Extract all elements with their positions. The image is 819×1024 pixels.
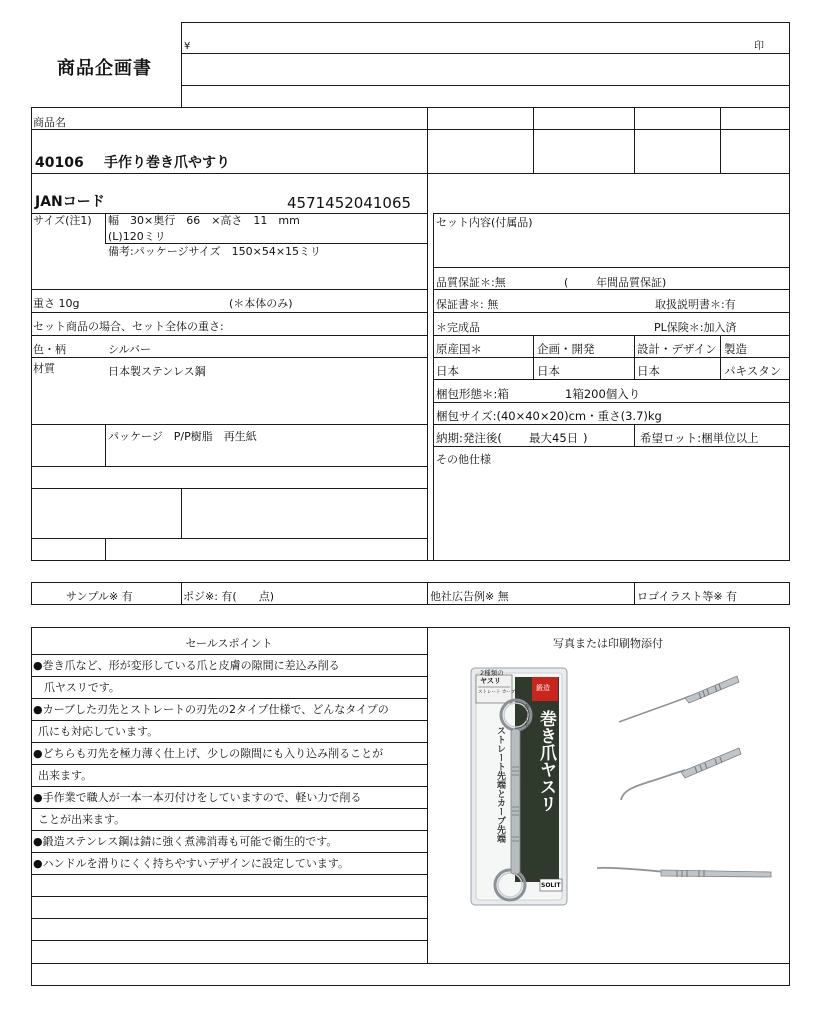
material-value: 日本製ステンレス鋼	[108, 365, 206, 378]
origin-header-planning: 企画・開発	[537, 342, 595, 356]
package-description: ストレート先端とカーブ先端	[495, 726, 505, 843]
origin-value-manufacture: パキスタン	[724, 364, 782, 378]
package-brand: SOLIT	[541, 882, 561, 889]
seal-mark: 印	[754, 41, 764, 52]
nail-file-image-2	[615, 740, 745, 810]
packing-count: 1箱200個入り	[565, 387, 641, 401]
package-red-label: 鍛造	[536, 684, 550, 692]
package-material: パッケージ P/P樹脂 再生紙	[108, 430, 257, 443]
origin-value-design: 日本	[637, 364, 660, 378]
package-badge-sub: ストレート カーブ	[478, 690, 516, 695]
sales-point-line: ●ハンドルを滑りにくく持ちやすいデザインに設定しています。	[33, 857, 349, 870]
manual-label: 取扱説明書＊:有	[655, 298, 736, 311]
packing-size: 梱包サイズ:(40×40×20)cm・重さ(3.7)kg	[436, 409, 662, 423]
sales-point-line: ●手作業で職人が一本一本刃付けをしていますので、軽い力で削る	[33, 791, 362, 804]
logo-illustration-label: ロゴイラスト等※ 有	[637, 590, 738, 603]
desired-lot: 希望ロット:梱単位以上	[640, 431, 759, 445]
photo-section-title: 写真または印刷物添付	[553, 637, 663, 650]
sales-point-line: ●カーブした刃先とストレートの刃先の2タイプ仕様で、どんなタイプの	[33, 703, 389, 716]
posi-label: ポジ※: 有( 点)	[183, 590, 275, 603]
origin-header-manufacture: 製造	[724, 342, 747, 356]
sales-point-line: 爪ヤスリです。	[33, 681, 120, 694]
package-badge-top: 2種類の	[480, 669, 504, 677]
material-label: 材質	[33, 362, 55, 375]
origin-value-country: 日本	[436, 364, 459, 378]
product-name: 手作り巻き爪やすり	[104, 155, 230, 171]
origin-value-planning: 日本	[537, 364, 560, 378]
jan-value: 4571452041065	[287, 194, 412, 212]
warranty-label: 保証書＊: 無	[436, 298, 499, 311]
weight-note: (＊本体のみ)	[229, 297, 293, 310]
color-label: 色・柄	[33, 343, 66, 356]
package-size-note: 備考:パッケージサイズ 150×54×15ミリ	[108, 245, 322, 258]
nail-file-image-1	[615, 666, 745, 726]
sales-point-line: ●どちらも刃先を極力薄く仕上げ、少しの隙間にも入り込み削ることが	[33, 747, 384, 760]
sales-point-line: 出来ます。	[38, 769, 93, 782]
sales-point-line: 爪にも対応しています。	[38, 725, 159, 738]
yen-mark: ¥	[184, 41, 191, 52]
other-spec-label: その他仕様	[436, 453, 491, 466]
quality-label: 品質保証＊:無	[436, 276, 506, 289]
delivery-label: 納期:発注後(	[436, 431, 502, 445]
sample-label: サンプル※ 有	[66, 590, 133, 603]
delivery-days: 最大45日	[529, 431, 579, 445]
origin-header-design: 設計・デザイン	[637, 342, 717, 356]
pl-insurance: PL保険＊:加入済	[654, 321, 737, 334]
set-contents-label: セット内容(付属品)	[436, 216, 533, 229]
packing-form: 梱包形態＊:箱	[436, 387, 509, 401]
weight-label: 重さ 10g	[33, 297, 80, 310]
quality-years: 年間品質保証)	[596, 276, 667, 289]
jan-label: JANコード	[35, 194, 105, 210]
product-code: 40106	[35, 155, 84, 171]
origin-header-country: 原産国＊	[436, 342, 482, 356]
quality-paren: (	[564, 276, 569, 289]
color-value: シルバー	[108, 343, 151, 356]
sales-point-line: ●巻き爪など、形が変形している爪と皮膚の隙間に差込み削る	[33, 659, 340, 672]
delivery-close: )	[583, 431, 588, 445]
size-length: (L)120ミリ	[108, 230, 166, 243]
sales-points-title: セールスポイント	[185, 637, 273, 650]
product-name-label: 商品名	[33, 116, 66, 129]
package-badge-main: ヤスリ	[480, 677, 501, 685]
package-subtitle: 巻き爪や爪の隙間にも入り込む	[522, 704, 529, 788]
size-label: サイズ(注1)	[33, 214, 92, 227]
sales-point-line: ことが出来ます。	[38, 813, 126, 826]
package-title: 巻き爪ヤスリ	[536, 710, 556, 812]
nail-file-image-3	[595, 858, 775, 888]
finished-label: ＊完成品	[436, 321, 480, 334]
sales-point-line: ●鍛造ステンレス鋼は錆に強く煮沸消毒も可能で衛生的です。	[33, 835, 338, 848]
size-dimensions: 幅 30×奥行 66 ×高さ 11 mm	[108, 214, 300, 227]
set-total-weight: セット商品の場合、セット全体の重さ:	[33, 320, 224, 333]
page-title: 商品企画書	[57, 58, 152, 79]
competitor-ad-label: 他社広告例※ 無	[430, 590, 509, 603]
